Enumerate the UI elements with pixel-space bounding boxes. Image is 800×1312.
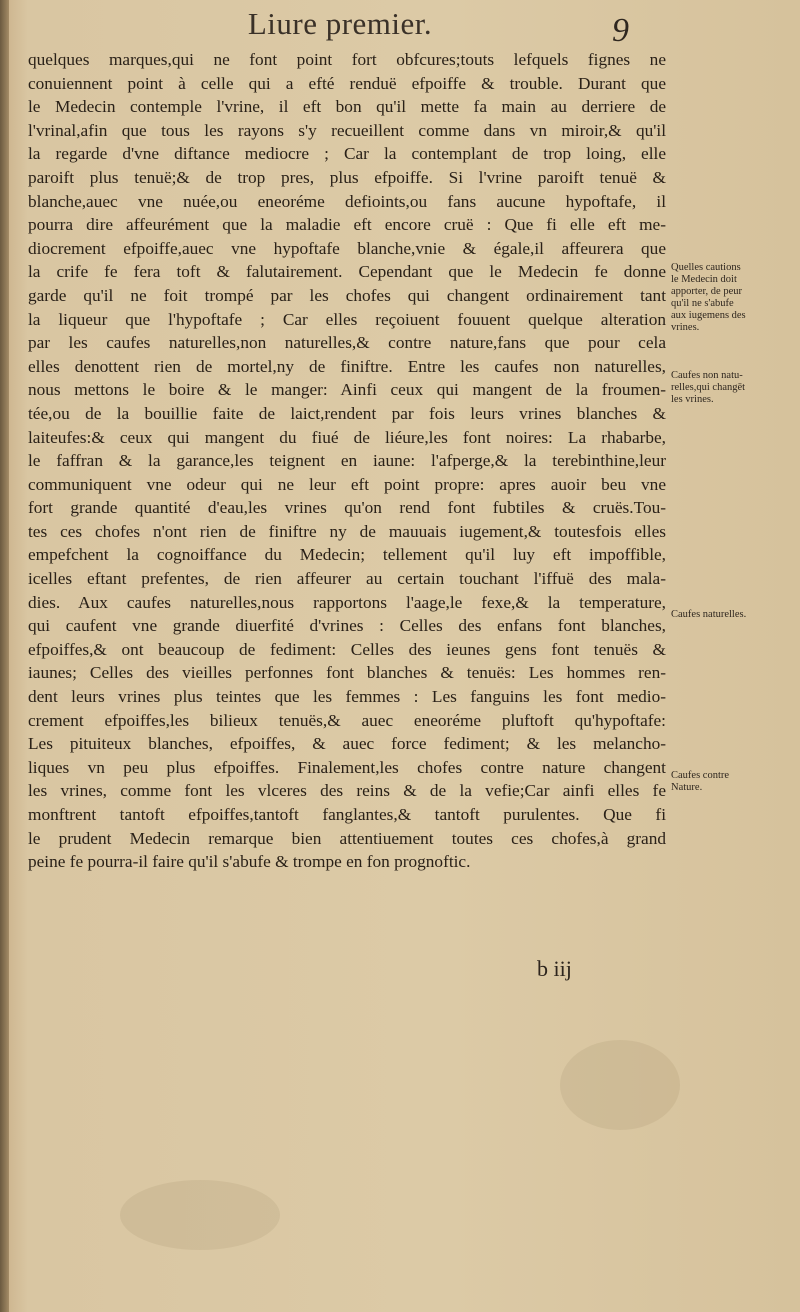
margin-note-line: apporter, de peur xyxy=(671,286,743,297)
margin-note-unnatural-causes xyxy=(671,770,793,794)
margin-note-line: Nature. xyxy=(671,782,703,793)
margin-note-line: Quelles cautions xyxy=(671,262,741,273)
text-line: garde qu'il ne foit trompé par les chofes qui changent ordinairement tant xyxy=(28,285,666,305)
text-line: elles denottent rien de mortel,ny de finiftre. Entre les caufes non naturelles, xyxy=(28,356,666,376)
margin-note-line: Caufes contre xyxy=(671,770,730,781)
paper-stain xyxy=(120,1180,280,1250)
body-text xyxy=(28,48,666,874)
margin-note-cautions xyxy=(671,262,793,334)
binding-edge xyxy=(0,0,9,1312)
text-line: le prudent Medecin remarque bien attentiuement toutes ces chofes,à grand xyxy=(28,828,666,848)
margin-note-line: relles,qui changēt xyxy=(671,382,746,393)
margin-note-line: les vrines. xyxy=(671,394,714,405)
text-line: fort grande quantité d'eau,les vrines qu'on rend font fubtiles & cruës.Tou- xyxy=(28,498,666,518)
text-line: laiteufes:& ceux qui mangent du fiué de liéure,les font noires: La rhabarbe, xyxy=(28,427,666,447)
text-line: le faffran & la garance,les teignent en iaune: l'afperge,& la terebinthine,leur xyxy=(28,451,666,471)
margin-note-line: le Medecin doit xyxy=(671,274,737,285)
text-line: crement efpoiffes,les bilieux tenuës,& auec eneoréme pluftoft qu'hypoftafe: xyxy=(28,710,666,730)
text-line: dent leurs vrines plus teintes que les femmes : Les fanguins les font medio- xyxy=(28,687,666,707)
text-line: conuiennent point à celle qui a efté renduë efpoiffe & trouble. Durant que xyxy=(28,73,666,93)
text-line: peine fe pourra-il faire qu'il s'abufe & trompe en fon prognoftic. xyxy=(28,852,471,872)
text-line: la liqueur que l'hypoftafe ; Car elles reçoiuent fouuent quelque alteration xyxy=(28,309,666,329)
margin-note-line: vrines. xyxy=(671,322,700,333)
text-line: Les pituiteux blanches, efpoiffes, & auec force fediment; & les melancho- xyxy=(28,734,666,754)
text-line: communiquent vne odeur qui ne leur eft point propre: apres auoir beu vne xyxy=(28,474,666,494)
text-line: iaunes; Celles des vieilles perfonnes font blanches & tenuës: Les hommes ren- xyxy=(28,663,666,683)
text-line: icelles eftant prefentes, de rien affeurer au certain touchant l'iffuë des mala- xyxy=(28,569,666,589)
text-line: quelques marques,qui ne font point fort obfcures;touts lefquels fignes ne xyxy=(28,50,666,69)
text-line: paroift plus tenuë;& de trop pres, plus efpoiffe. Si l'vrine paroift tenuë & xyxy=(28,167,666,187)
text-line: liques vn peu plus efpoiffes. Finalement,les chofes contre nature changent xyxy=(28,757,666,777)
page-header xyxy=(0,4,800,52)
text-line: dies. Aux caufes naturelles,nous rapportons l'aage,le fexe,& la temperature, xyxy=(28,592,666,612)
margin-note-non-natural-causes xyxy=(671,370,793,406)
text-line: nous mettons le boire & le manger: Ainfi ceux qui mangent de la froumen- xyxy=(28,380,666,400)
text-line: pourra dire affeurément que la maladie eft encore cruë : Que fi elle eft me- xyxy=(28,215,666,235)
text-line: par les caufes naturelles,non naturelles,& contre nature,fans que pour cela xyxy=(28,333,666,353)
margin-note-line: Caufes non natu- xyxy=(671,370,743,381)
text-line: tes ces chofes n'ont rien de finiftre ny de mauuais iugement,& toutesfois elles xyxy=(28,521,666,541)
text-line: monftrent tantoft efpoiffes,tantoft fanglantes,& tantoft purulentes. Que fi xyxy=(28,805,666,824)
text-line: diocrement efpoiffe,auec vne hypoftafe blanche,vnie & égale,il affeurera que xyxy=(28,238,666,258)
running-title: Liure premier. xyxy=(247,6,433,41)
margin-note-line: Caufes naturelles. xyxy=(671,609,747,620)
text-line: les vrines, comme font les vlceres des reins & de la vefie;Car ainfi elles fe xyxy=(28,781,666,801)
text-line: le Medecin contemple l'vrine, il eft bon qu'il mette fa main au derriere de xyxy=(28,97,666,117)
page-number: 9 xyxy=(612,12,629,49)
text-line: la regarde d'vne diftance mediocre ; Car la contemplant de trop loing, elle xyxy=(28,144,666,164)
margin-note-line: qu'il ne s'abufe xyxy=(671,298,734,309)
signature-mark: b iij xyxy=(537,956,572,981)
margin-note-natural-causes xyxy=(671,609,793,621)
paper-stain xyxy=(560,1040,680,1130)
margin-note-line: aux iugemens des xyxy=(671,310,746,321)
text-line: la crife fe fera toft & falutairement. Cependant que le Medecin fe donne xyxy=(28,262,666,282)
text-line: qui caufent vne grande diuerfité d'vrines : Celles des enfans font blanches, xyxy=(28,616,666,636)
text-line: blanche,auec vne nuée,ou eneoréme defioints,ou fans aucune hypoftafe, il xyxy=(28,191,666,211)
text-line: l'vrinal,afin que tous les rayons s'y recueillent comme dans vn miroir,& qu'il xyxy=(28,120,666,140)
text-line: empefchent la cognoiffance du Medecin; tellement qu'il luy eft impoffible, xyxy=(28,545,666,565)
text-line: efpoiffes,& ont beaucoup de fediment: Celles des ieunes gens font tenuës & xyxy=(28,639,666,659)
text-line: tée,ou de la bouillie faite de laict,rendent par fois leurs vrines blanches & xyxy=(28,403,666,423)
